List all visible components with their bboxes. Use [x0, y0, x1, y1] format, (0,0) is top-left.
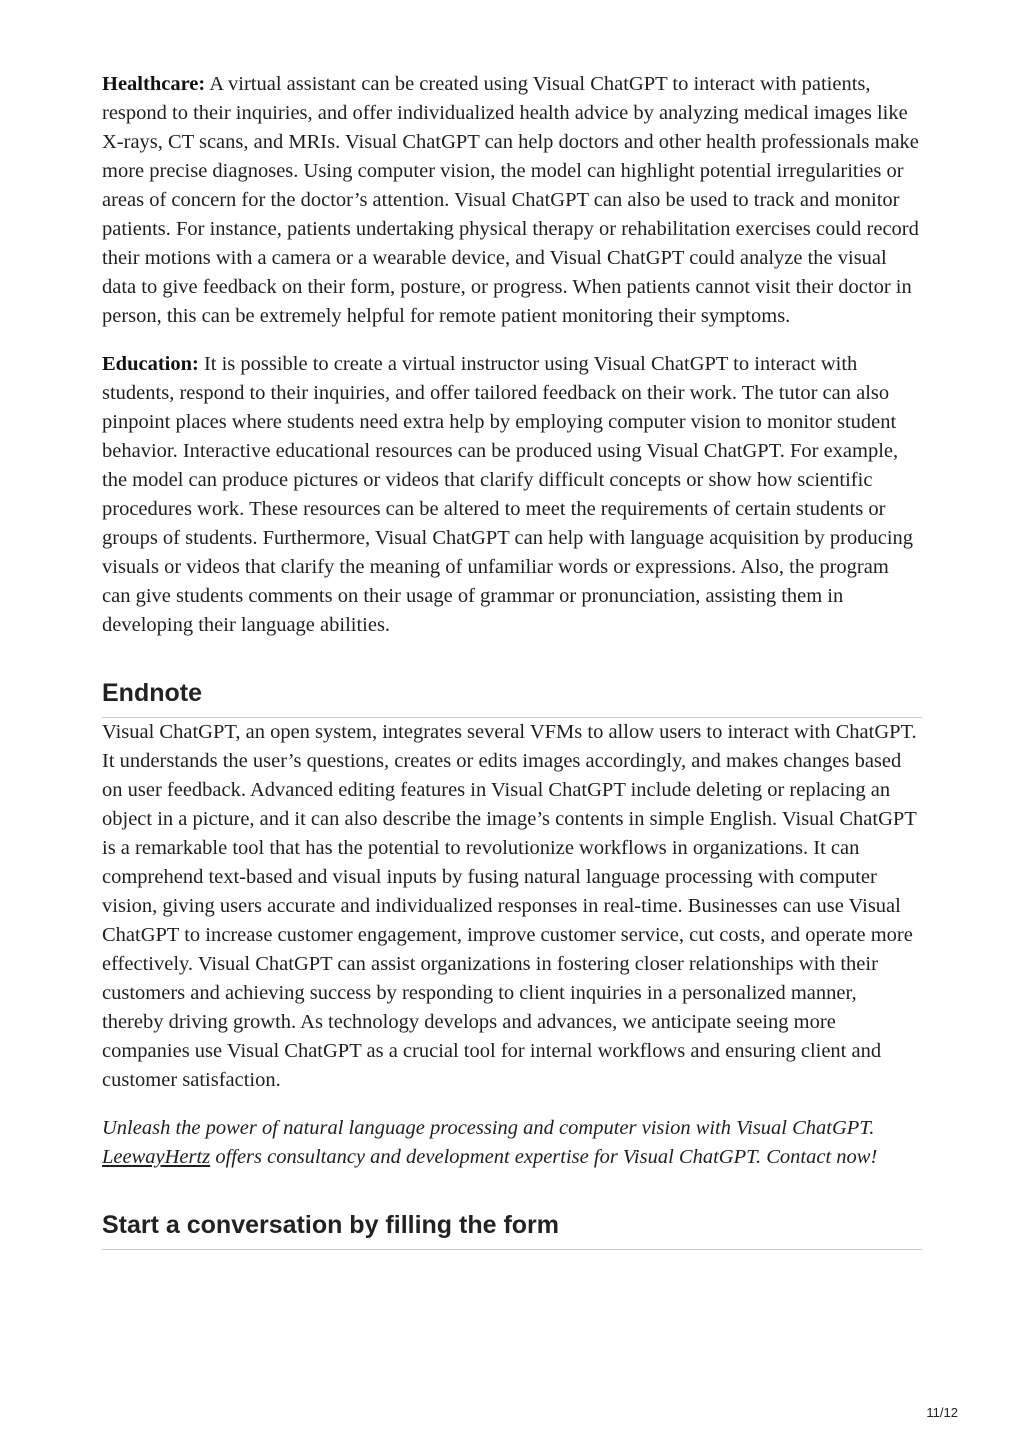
education-label: Education: [102, 353, 199, 375]
endnote-heading: Endnote [102, 677, 922, 718]
page-number: 11/12 [926, 1405, 958, 1420]
education-paragraph [102, 350, 922, 640]
cta-text-before: Unleash the power of natural language processing and computer vision with Visual ChatGPT. [102, 1117, 875, 1139]
education-text: It is possible to create a virtual instructor using Visual ChatGPT to interact with students, respond to their inquiries, and offer tailored feedback on their work. The tutor can also pinpoint places where students need extra help by employing computer vision to monitor student behavior. Interactive educational resources can be produced using Visual ChatGPT. For example, the model can produce pictures or videos that clarify difficult concepts or show how scientific procedures work. These resources can be altered to meet the requirements of certain students or groups of students. Furthermore, Visual ChatGPT can help with language acquisition by producing visuals or videos that clarify the meaning of unfamiliar words or expressions. Also, the program can give students comments on their usage of grammar or pronunciation, assisting them in developing their language abilities. [102, 353, 914, 636]
cta-text-after: offers consultancy and development expertise for Visual ChatGPT. Contact now! [210, 1146, 878, 1168]
cta-paragraph [102, 1114, 922, 1172]
document-page [102, 70, 922, 1250]
form-section-heading: Start a conversation by filling the form [102, 1209, 922, 1250]
endnote-paragraph: Visual ChatGPT, an open system, integrates several VFMs to allow users to interact with ChatGPT. It understands the user’s questions, creates or edits images accordingly, and makes changes based on user feedback. Advanced editing features in Visual ChatGPT include deleting or replacing an object in a picture, and it can also describe the image’s contents in simple English. Visual ChatGPT is a remarkable tool that has the potential to revolutionize workflows in organizations. It can comprehend text-based and visual inputs by fusing natural language processing with computer vision, giving users accurate and individualized responses in real-time. Businesses can use Visual ChatGPT to increase customer engagement, improve customer service, cut costs, and operate more effectively. Visual ChatGPT can assist organizations in fostering closer relationships with their customers and achieving success by responding to client inquiries in a personalized manner, thereby driving growth. As technology develops and advances, we anticipate seeing more companies use Visual ChatGPT as a crucial tool for internal workflows and ensuring client and customer satisfaction. [102, 721, 917, 1091]
healthcare-label: Healthcare: [102, 73, 206, 95]
healthcare-text: A virtual assistant can be created using Visual ChatGPT to interact with patients, respond to their inquiries, and offer individualized health advice by analyzing medical images like X-rays, CT scans, and MRIs. Visual ChatGPT can help doctors and other health professionals make more precise diagnoses. Using computer vision, the model can highlight potential irregularities or areas of concern for the doctor’s attention. Visual ChatGPT can also be used to track and monitor patients. For instance, patients undertaking physical therapy or rehabilitation exercises could record their motions with a camera or a wearable device, and Visual ChatGPT could analyze the visual data to give feedback on their form, posture, or progress. When patients cannot visit their doctor in person, this can be extremely helpful for remote patient monitoring their symptoms. [102, 73, 919, 327]
healthcare-paragraph [102, 70, 922, 331]
leewayhertz-link[interactable]: LeewayHertz [102, 1146, 211, 1168]
